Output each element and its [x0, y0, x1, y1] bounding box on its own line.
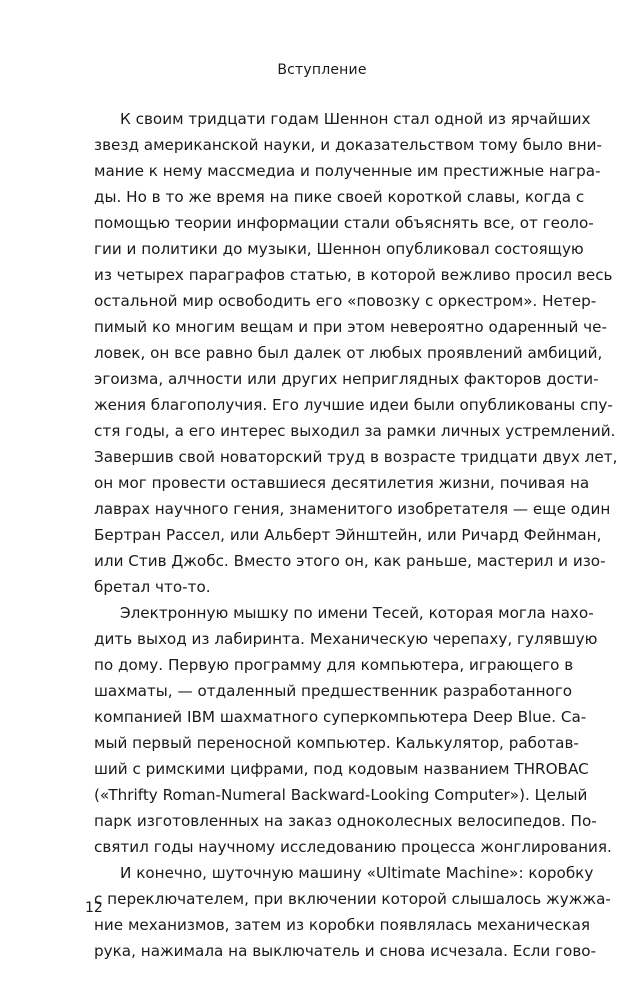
paragraph: [94, 860, 611, 964]
text-line: И конечно, шуточную машину «Ultimate Machine»: коробку: [120, 864, 594, 882]
text-line: Завершив свой новаторский труд в возрасте тридцати двух лет,: [94, 448, 618, 466]
text-line: или Стив Джобс. Вместо этого он, как раньше, мастерил и изо-: [94, 552, 606, 570]
text-line: ловек, он все равно был далек от любых проявлений амбиций,: [94, 344, 603, 362]
text-line: К своим тридцати годам Шеннон стал одной из ярчайших: [120, 110, 591, 128]
text-line: пимый ко многим вещам и при этом невероятно одаренный че-: [94, 318, 607, 336]
text-line: мый первый переносной компьютер. Калькулятор, работав-: [94, 734, 579, 752]
text-line: стя годы, а его интерес выходил за рамки личных устремлений.: [94, 422, 616, 440]
text-line: дить выход из лабиринта. Механическую черепаху, гулявшую: [94, 630, 598, 648]
text-line: бретал что-то.: [94, 578, 211, 596]
text-line: из четырех параграфов статью, в которой вежливо просил весь: [94, 266, 613, 284]
text-line: Бертран Рассел, или Альберт Эйнштейн, или Ричард Фейнман,: [94, 526, 602, 544]
text-line: с переключателем, при включении которой слышалось жужжа-: [94, 890, 611, 908]
page-number: 12: [85, 900, 103, 916]
text-line: («Thrifty Roman-Numeral Backward-Looking Computer»). Целый: [94, 786, 588, 804]
text-line: компанией IBM шахматного суперкомпьютера Deep Blue. Са-: [94, 708, 587, 726]
text-line: парк изготовленных на заказ одноколесных велосипедов. По-: [94, 812, 597, 830]
text-line: шахматы, — отдаленный предшественник разработанного: [94, 682, 573, 700]
text-line: ды. Но в то же время на пике своей короткой славы, когда с: [94, 188, 585, 206]
text-line: рука, нажимала на выключатель и снова исчезала. Если гово-: [94, 942, 597, 960]
text-line: гии и политики до музыки, Шеннон опубликовал состоящую: [94, 240, 584, 258]
text-line: ший с римскими цифрами, под кодовым названием THROBAC: [94, 760, 589, 778]
paragraph: [94, 106, 618, 600]
body-text: [94, 106, 618, 964]
text-line: помощью теории информации стали объяснять все, от геоло-: [94, 214, 594, 232]
paragraph: [94, 600, 612, 860]
text-line: мание к нему массмедиа и полученные им престижные награ-: [94, 162, 601, 180]
text-line: звезд американской науки, и доказательством тому было вни-: [94, 136, 602, 154]
text-line: по дому. Первую программу для компьютера, играющего в: [94, 656, 574, 674]
text-line: эгоизма, алчности или других неприглядных факторов дости-: [94, 370, 599, 388]
text-line: святил годы научному исследованию процесса жонглирования.: [94, 838, 612, 856]
text-line: остальной мир освободить его «повозку с оркестром». Нетер-: [94, 292, 597, 310]
text-line: Электронную мышку по имени Тесей, которая могла нахо-: [120, 604, 594, 622]
running-header: Вступление: [277, 62, 367, 78]
text-line: ние механизмов, затем из коробки появлялась механическая: [94, 916, 591, 934]
text-line: он мог провести оставшиеся десятилетия жизни, почивая на: [94, 474, 590, 492]
text-line: жения благополучия. Его лучшие идеи были опубликованы спу-: [94, 396, 613, 414]
text-line: лаврах научного гения, знаменитого изобретателя — еще один: [94, 500, 611, 518]
